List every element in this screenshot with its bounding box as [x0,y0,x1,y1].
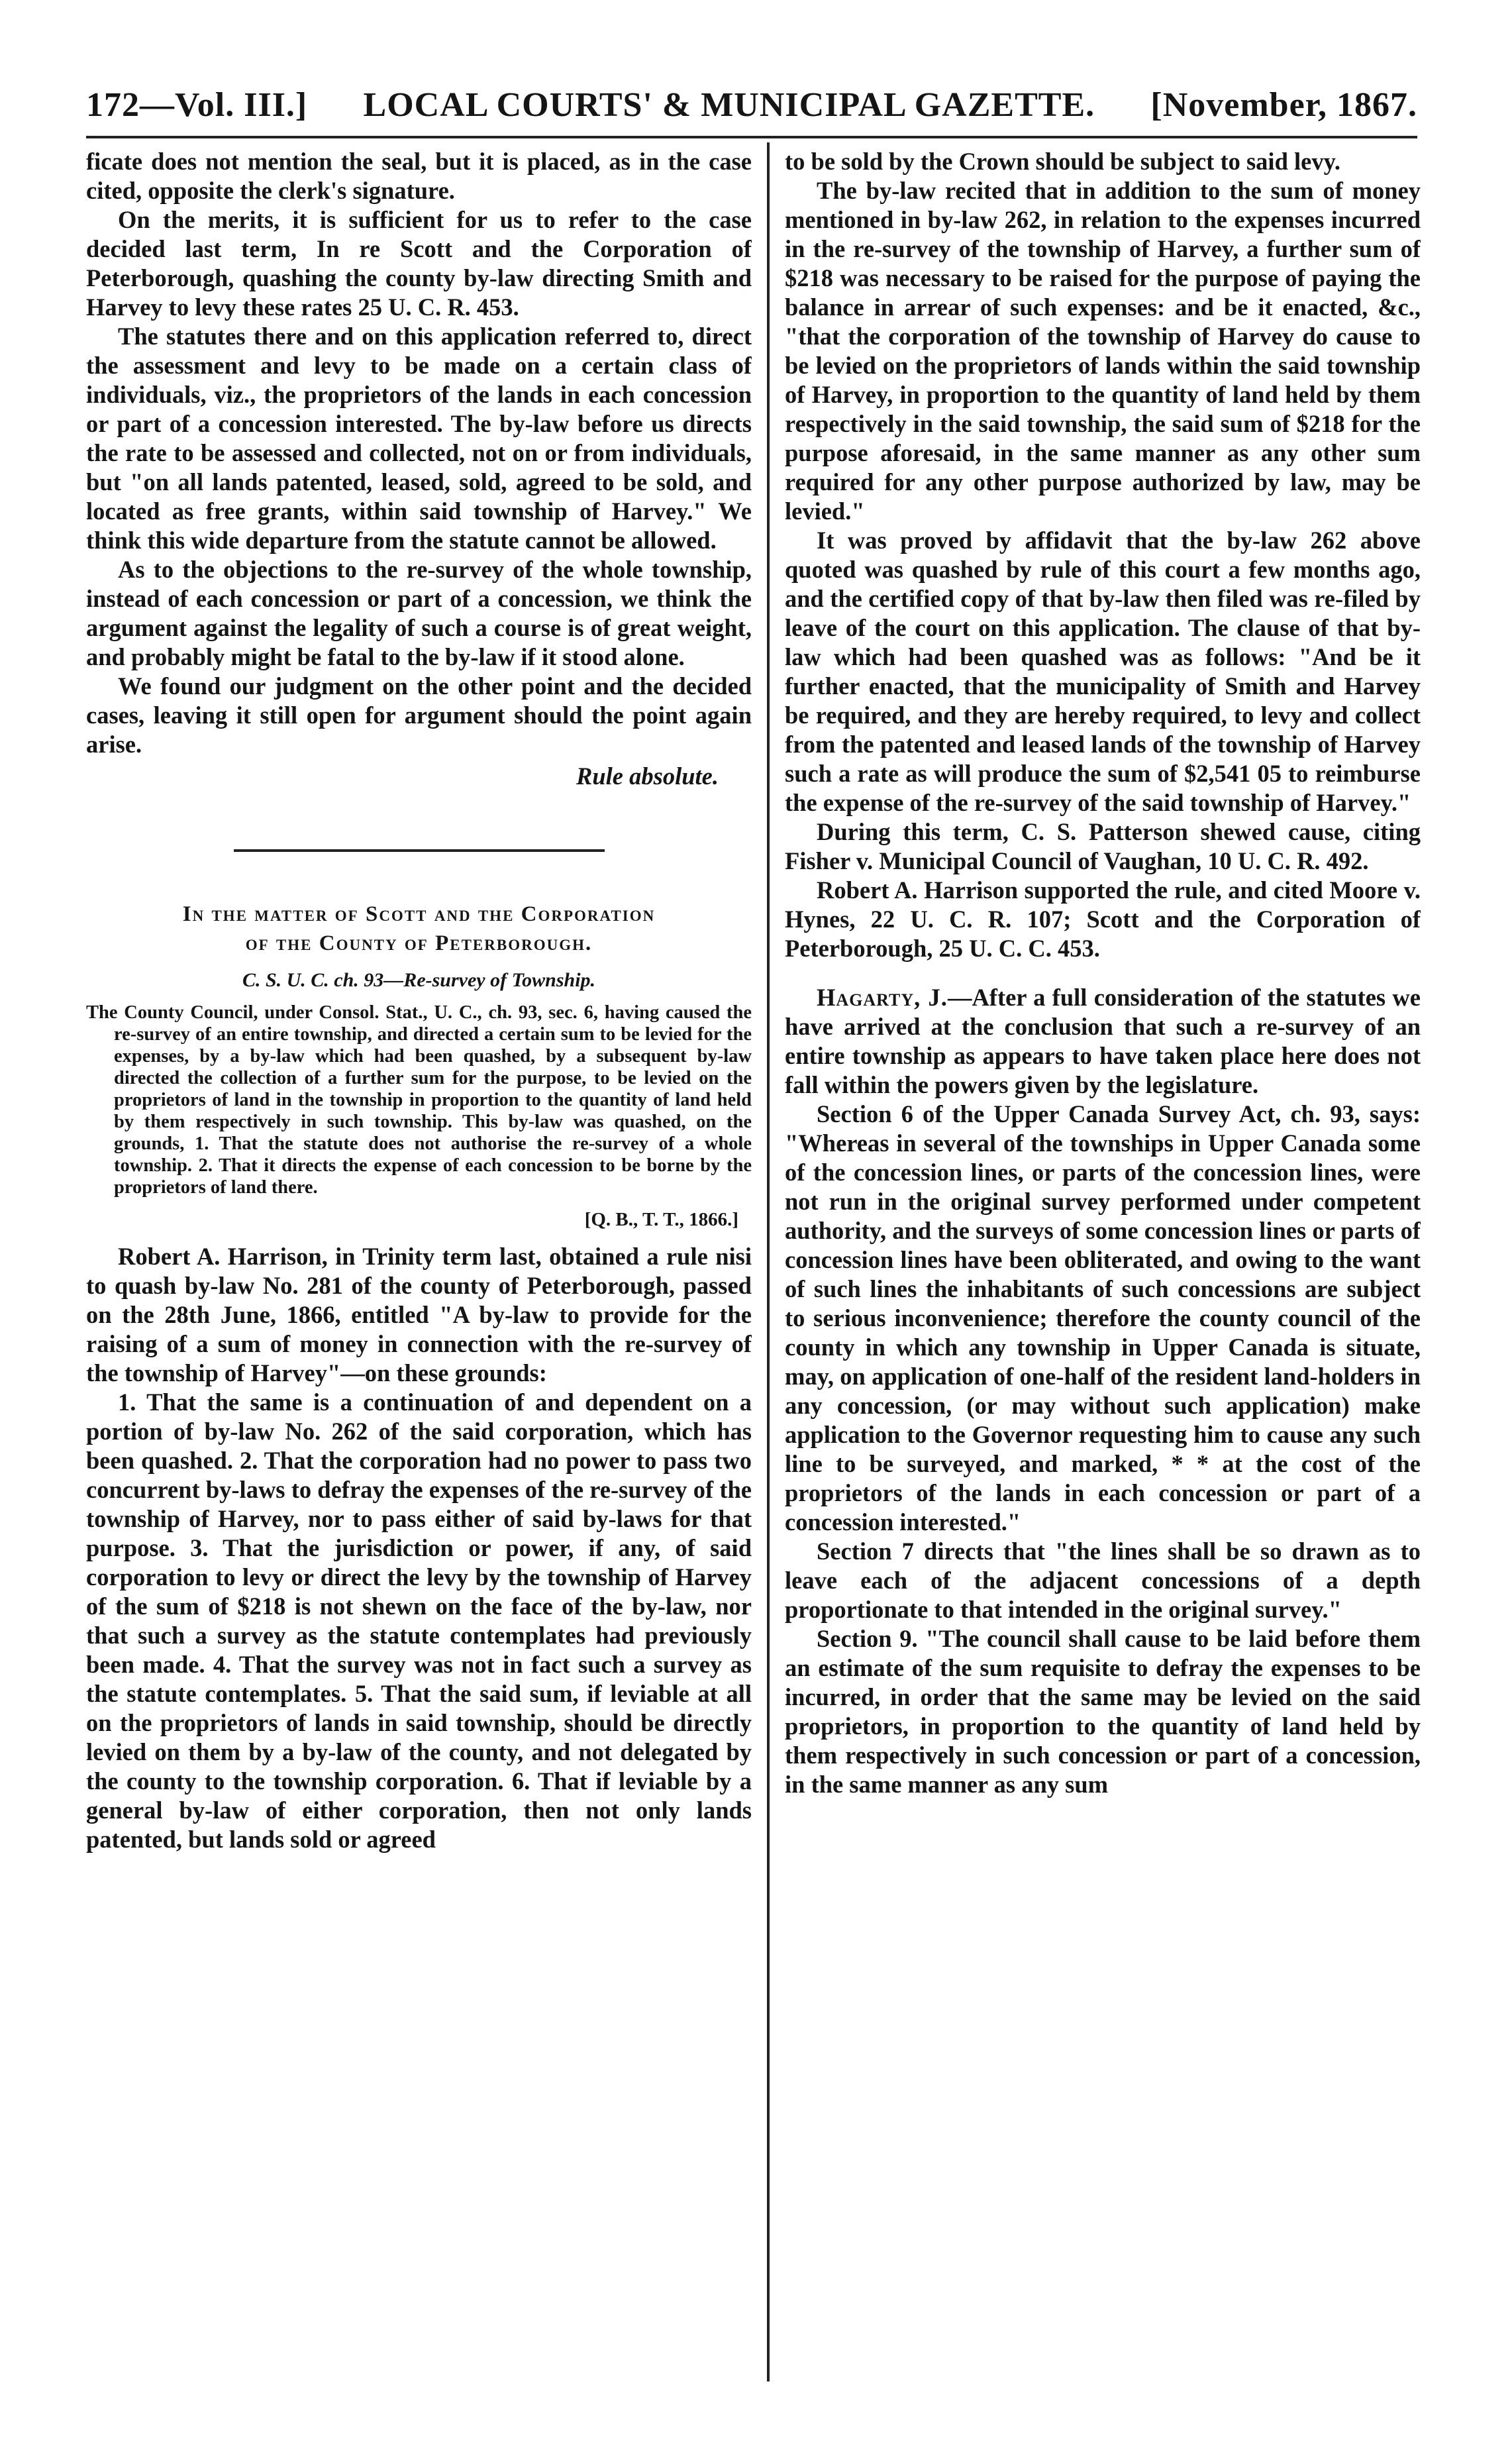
case-subhead: C. S. U. C. ch. 93—Re-survey of Township. [242,969,596,991]
header-rule [86,136,1417,138]
paragraph: During this term, C. S. Patterson shewed cause, citing Fisher v. Municipal Council of Vaughan, 10 U. C. R. 492. [785,818,1421,874]
paragraph: Robert A. Harrison, in Trinity term last, obtained a rule nisi to quash by-law No. 281 of the county of Peterborough, passed on the 28th June, 1866, entitled "A by-law to provide for the raising of a sum of money in connection with the re-survey of the township of Harvey"—on these grounds: [86,1243,752,1386]
paragraph: Section 9. "The council shall cause to be laid before them an estimate of the sum requisite to defray the expenses to be incurred, in order that the same may be levied on the said proprietors, in proportion to the quantity of land held by them respectively in such concession or part of a concession, in the same manner as any sum [785,1625,1421,1798]
running-head [86,78,1417,131]
paragraph: The by-law recited that in addition to the sum of money mentioned in by-law 262, in relation to the expenses incurred in the re-survey of the township of Harvey, a further sum of $218 was necessary to be raised for the purpose of paying the balance in arrear of such expenses: and be it enacted, &c., "that the corporation of the township of Harvey do cause to be levied on the proprietors of lands within the said township of Harvey, in proportion to the quantity of land held by them respectively in the said township, the said sum of $218 for the purpose aforesaid, in the same manner as any other sum required for any other purpose authorized by law, may be levied." [785,177,1421,525]
rule-signoff: Rule absolute. [576,762,719,790]
case-title-line: of the County of Peterborough. [245,931,593,955]
paragraph: We found our judgment on the other point and the decided cases, leaving it still open for argument should the point again arise. [86,672,752,758]
journal-title: LOCAL COURTS' & MUNICIPAL GAZETTE. [363,85,1095,124]
paragraph: Robert A. Harrison supported the rule, and cited Moore v. Hynes, 22 U. C. R. 107; Scott and the Corporation of Peterborough, 25 U. C. C. 453. [785,876,1421,962]
judgment-text: —After a full consideration of the statutes we have arrived at the conclusion that such a re-survey of an entire township as appears to have taken place here does not fall within the powers given by the legislature. [785,984,1421,1098]
issue-date: [November, 1867. [1150,85,1417,124]
right-column [785,147,1421,2393]
court-reference: [Q. B., T. T., 1866.] [584,1209,738,1230]
paragraph: 1. That the same is a continuation of and dependent on a portion of by-law No. 262 of the said corporation, which has been quashed. 2. That the corporation had no power to pass two concurrent by-laws to defray the expenses of the re-survey of the township of Harvey, nor to pass either of said by-laws for that purpose. 3. That the jurisdiction or power, if any, of said corporation to levy or direct the levy by the township of Harvey of the sum of $218 is not shewn on the face of the by-law, nor that such a survey as the statute contemplates had previously been made. 4. That the survey was not in fact such a survey as the statute contemplates. 5. That the said sum, if leviable at all on the proprietors of lands in said township, should be directly levied on them by a by-law of the county, and not delegated by the county to the township corporation. 6. That if leviable by a general by-law of either corporation, then not only lands patented, but lands sold or agreed [86,1388,752,1853]
page-volume: 172—Vol. III.] [86,85,308,124]
paragraph: On the merits, it is sufficient for us to refer to the case decided last term, In re Scott and the Corporation of Peterborough, quashing the county by-law directing Smith and Harvey to levy these rates 25 U. C. R. 453. [86,206,752,321]
case-title-line: In the matter of Scott and the Corporation [182,902,656,926]
left-column [86,147,752,2393]
section-separator [234,849,605,852]
paragraph: to be sold by the Crown should be subject to said levy. [785,148,1340,175]
headnote: The County Council, under Consol. Stat., U. C., ch. 93, sec. 6, having caused the re-survey of an entire township, and directed a certain sum to be levied for the expenses, by a by-law which had been quashed, by a subsequent by-law directed the collection of a further sum for the purpose, to be levied on the proprietors of land in the township in proportion to the quantity of land held by them respectively in such township. This by-law was quashed, on the grounds, 1. That the statute does not authorise the re-survey of a whole township. 2. That it directs the expense of each concession to be borne by the proprietors of land there. [86,1002,752,1198]
case-title [86,900,752,958]
column-divider [767,142,770,2381]
paragraph: Section 7 directs that "the lines shall be so drawn as to leave each of the adjacent concessions of a depth proportionate to that intended in the original survey." [785,1538,1421,1623]
paragraph: As to the objections to the re-survey of the whole township, instead of each concession or part of a concession, we think the argument against the legality of such a course is of great weight, and probably might be fatal to the by-law if it stood alone. [86,556,752,670]
judge-name: Hagarty, J. [817,984,948,1011]
paragraph: Section 6 of the Upper Canada Survey Act, ch. 93, says: "Whereas in several of the townships in Upper Canada some of the concession lines, or parts of the concession lines, were not run in the original survey performed under competent authority, and the surveys of some concession lines or parts of concession lines have been obliterated, and owing to the want of such lines the inhabitants of such concessions are subject to serious inconvenience; therefore the county council of the county in which any township in Upper Canada is situate, may, on application of one-half of the resident land-holders in any concession, (or may without such application) make application to the Governor requesting him to cause any such line to be surveyed, and marked, * * at the cost of the proprietors of the lands in each concession or part of a concession interested." [785,1100,1421,1536]
paragraph: The statutes there and on this application referred to, direct the assessment and levy to be made on a certain class of individuals, viz., the proprietors of the lands in each concession or part of a concession interested. The by-law before us directs the rate to be assessed and collected, not on or from individuals, but "on all lands patented, leased, sold, agreed to be sold, and located as free grants, within said township of Harvey." We think this wide departure from the statute cannot be allowed. [86,323,752,554]
paragraph: ficate does not mention the seal, but it is placed, as in the case cited, opposite the clerk's signature. [86,148,752,204]
paragraph: It was proved by affidavit that the by-law 262 above quoted was quashed by rule of this court a few months ago, and the certified copy of that by-law then filed was re-filed by leave of the court on this application. The clause of that by-law which had been quashed was as follows: "And be it further enacted, that the municipality of Smith and Harvey be required, and they are hereby required, to levy and collect from the patented and leased lands of the township of Harvey such a rate as will produce the sum of $2,541 05 to reimburse the expense of the re-survey of the said township of Harvey." [785,527,1421,816]
judgment-paragraph [785,983,1421,1100]
